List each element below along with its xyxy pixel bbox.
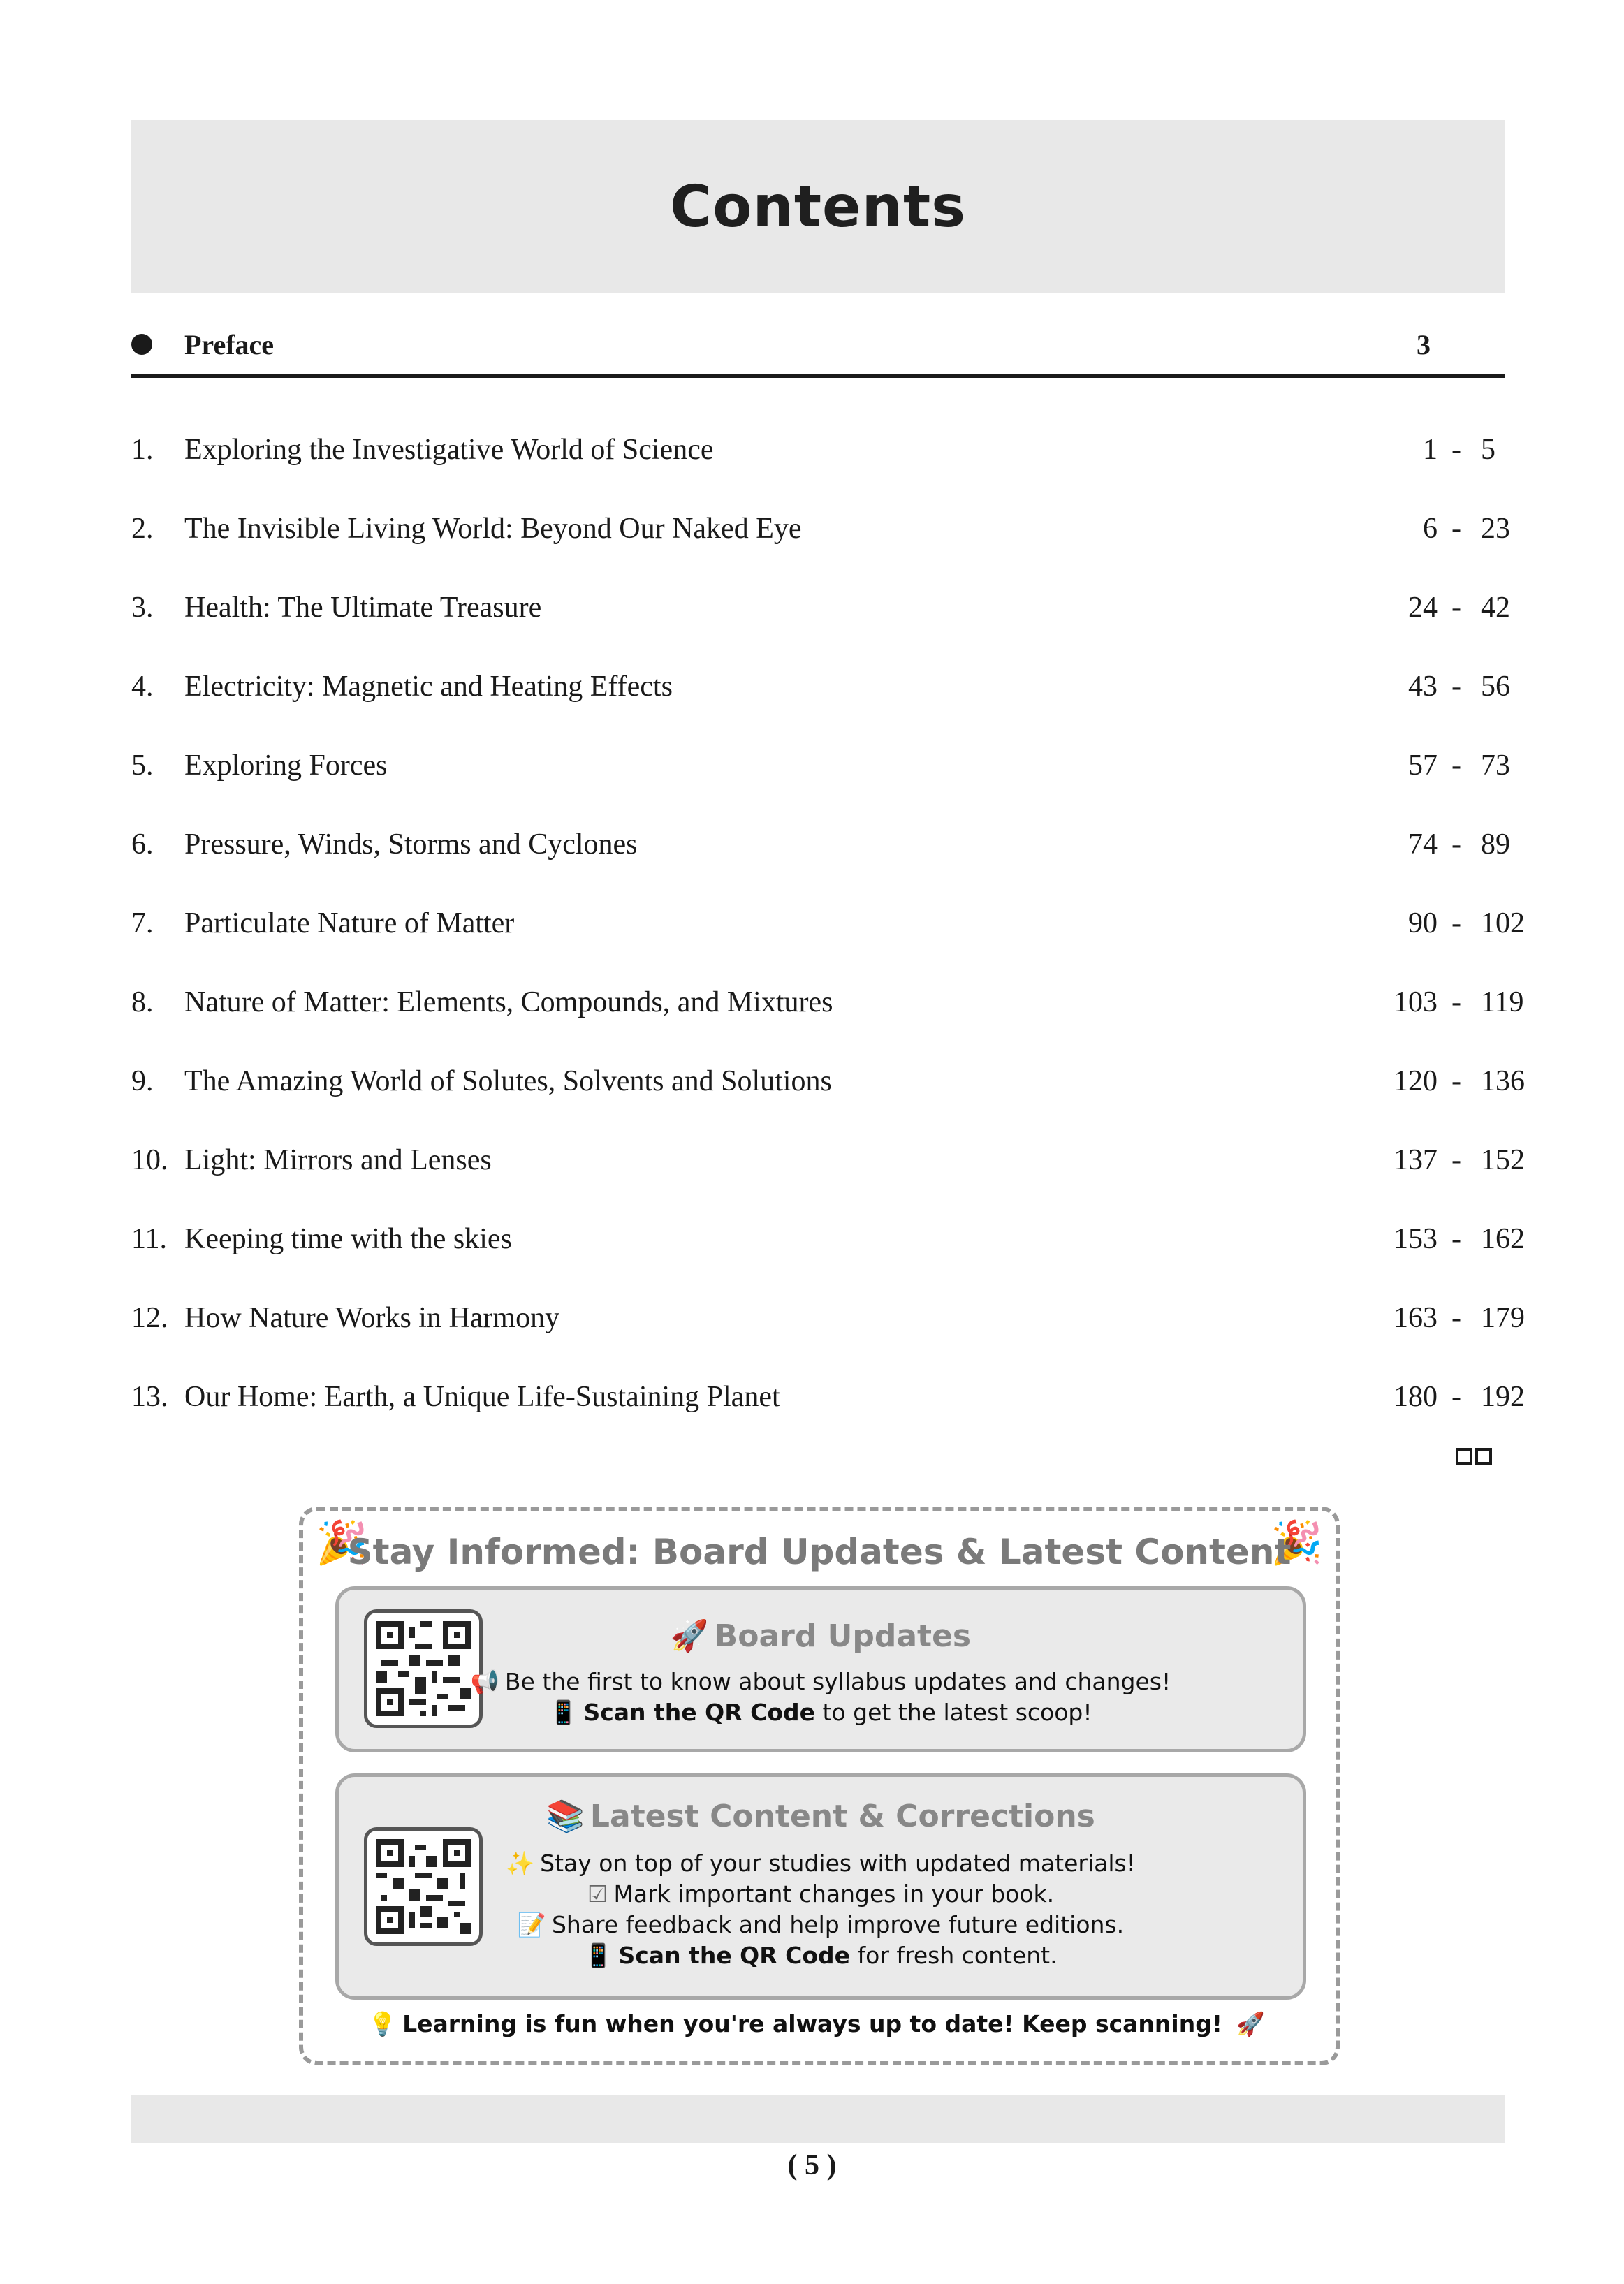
chapter-number: 5. (131, 749, 154, 782)
memo-icon: 📝 (517, 1911, 546, 1938)
chapter-number: 7. (131, 907, 154, 939)
latest-content-panel (335, 1773, 1306, 2000)
page-number: ( 5 ) (787, 2149, 837, 2181)
chapter-number: 10. (131, 1144, 168, 1176)
chapter-title: How Nature Works in Harmony (184, 1302, 560, 1334)
latest-content-heading: Latest Content & Corrections (590, 1799, 1095, 1834)
party-popper-icon: 🎉 (1271, 1520, 1323, 1566)
megaphone-icon: 📢 (470, 1668, 499, 1695)
chapter-title: The Amazing World of Solutes, Solvents and Solutions (184, 1065, 832, 1097)
chapter-title: Particulate Nature of Matter (184, 907, 515, 939)
page-to: 179 (1481, 1302, 1525, 1334)
chapter-title: The Invisible Living World: Beyond Our Naked Eye (184, 513, 802, 545)
page-dash: - (1451, 513, 1461, 545)
toc-row[interactable] (131, 1222, 1525, 1271)
page-from: 103 (1393, 986, 1438, 1018)
chapter-title: Exploring the Investigative World of Science (184, 434, 714, 466)
end-mark-icon (1456, 1448, 1492, 1465)
page-to: 5 (1481, 434, 1495, 466)
chapter-number: 3. (131, 592, 154, 624)
page-dash: - (1451, 749, 1461, 782)
page-from: 120 (1393, 1065, 1438, 1097)
page-dash: - (1451, 1223, 1461, 1255)
bullet-icon (131, 334, 152, 355)
lightbulb-icon: 💡 (368, 2010, 397, 2037)
toc-row[interactable] (131, 749, 1510, 798)
page-dash: - (1451, 592, 1461, 624)
page-dash: - (1451, 986, 1461, 1018)
board-updates-heading: Board Updates (714, 1618, 972, 1654)
toc-row[interactable] (131, 907, 1525, 956)
board-scan-rest: to get the latest scoop! (815, 1699, 1092, 1726)
page-from: 153 (1393, 1223, 1438, 1255)
latest-line-2: Mark important changes in your book. (613, 1880, 1055, 1908)
page-to: 56 (1481, 671, 1510, 703)
rocket-icon: 🚀 (670, 1618, 709, 1654)
page-to: 119 (1481, 986, 1524, 1018)
chapter-title: Electricity: Magnetic and Heating Effects (184, 671, 673, 703)
page-from: 180 (1393, 1381, 1438, 1413)
chapter-number: 6. (131, 828, 154, 861)
page-dash: - (1451, 1381, 1461, 1413)
chapter-number: 4. (131, 671, 154, 703)
chapter-number: 8. (131, 986, 154, 1018)
toc-row[interactable] (131, 591, 1510, 640)
chapter-number: 11. (131, 1223, 167, 1255)
latest-scan-rest: for fresh content. (850, 1942, 1058, 1969)
preface-page: 3 (1417, 329, 1431, 360)
rocket-icon: 🚀 (1236, 2010, 1265, 2037)
page-dash: - (1451, 907, 1461, 939)
page-to: 73 (1481, 749, 1510, 782)
chapter-number: 2. (131, 513, 154, 545)
preface-label: Preface (184, 329, 275, 360)
page-to: 192 (1481, 1381, 1525, 1413)
chapter-title: Pressure, Winds, Storms and Cyclones (184, 828, 638, 861)
chapter-title: Exploring Forces (184, 749, 388, 782)
page-from: 6 (1423, 513, 1438, 545)
toc-row[interactable] (131, 670, 1510, 719)
chapter-title: Keeping time with the skies (184, 1223, 512, 1255)
chapter-number: 13. (131, 1381, 168, 1413)
page-from: 74 (1408, 828, 1438, 861)
page-from: 163 (1393, 1302, 1438, 1334)
toc-row[interactable] (131, 1380, 1525, 1429)
page-dash: - (1451, 1065, 1461, 1097)
chapter-title: Health: The Ultimate Treasure (184, 592, 542, 624)
page-to: 89 (1481, 828, 1510, 861)
toc-row[interactable] (131, 1064, 1525, 1113)
page-dash: - (1451, 828, 1461, 861)
latest-line-3: Share feedback and help improve future editions. (551, 1911, 1125, 1938)
page-from: 24 (1408, 592, 1438, 624)
info-footer-text: Learning is fun when you're always up to date! Keep scanning! (402, 2010, 1222, 2037)
toc-row[interactable] (131, 986, 1524, 1034)
page-dash: - (1451, 434, 1461, 466)
stay-informed-box (299, 1507, 1340, 2065)
page-dash: - (1451, 1144, 1461, 1176)
chapter-number: 1. (131, 434, 154, 466)
page-to: 152 (1481, 1144, 1525, 1176)
chapter-title: Light: Mirrors and Lenses (184, 1144, 492, 1176)
toc-row[interactable] (131, 1143, 1525, 1192)
phone-icon: 📱 (549, 1699, 578, 1726)
page-to: 136 (1481, 1065, 1525, 1097)
page-from: 43 (1408, 671, 1438, 703)
latest-line-1: Stay on top of your studies with updated materials! (540, 1850, 1136, 1877)
party-popper-icon: 🎉 (316, 1520, 368, 1566)
page-from: 1 (1423, 434, 1438, 466)
chapter-number: 12. (131, 1302, 168, 1334)
page-dash: - (1451, 1302, 1461, 1334)
checkbox-icon: ☑ (587, 1880, 608, 1908)
page-to: 42 (1481, 592, 1510, 624)
page-to: 102 (1481, 907, 1525, 939)
toc-row[interactable] (131, 828, 1510, 877)
chapter-title: Our Home: Earth, a Unique Life-Sustaining Planet (184, 1381, 780, 1413)
page-dash: - (1451, 671, 1461, 703)
board-line-1: Be the first to know about syllabus updates and changes! (504, 1668, 1171, 1695)
chapter-title: Nature of Matter: Elements, Compounds, and Mixtures (184, 986, 833, 1018)
info-footer (303, 2010, 1336, 2038)
contents-header (131, 120, 1505, 293)
sparkle-icon: ✨ (506, 1850, 535, 1877)
page-from: 90 (1408, 907, 1438, 939)
toc-row[interactable] (131, 433, 1505, 482)
latest-scan-bold: Scan the QR Code (618, 1942, 851, 1969)
info-title: Stay Informed: Board Updates & Latest Content (347, 1532, 1292, 1572)
footer-band (131, 2095, 1505, 2143)
page-from: 57 (1408, 749, 1438, 782)
page-from: 137 (1393, 1144, 1438, 1176)
chapter-number: 9. (131, 1065, 154, 1097)
toc-row[interactable] (131, 1301, 1525, 1350)
preface-row (131, 321, 1505, 378)
phone-icon: 📱 (584, 1942, 613, 1969)
board-updates-panel (335, 1586, 1306, 1752)
page-to: 23 (1481, 513, 1510, 545)
board-scan-bold: Scan the QR Code (583, 1699, 816, 1726)
page-title: Contents (669, 173, 967, 240)
toc-row[interactable] (131, 512, 1510, 561)
books-icon: 📚 (546, 1799, 585, 1834)
page-to: 162 (1481, 1223, 1525, 1255)
